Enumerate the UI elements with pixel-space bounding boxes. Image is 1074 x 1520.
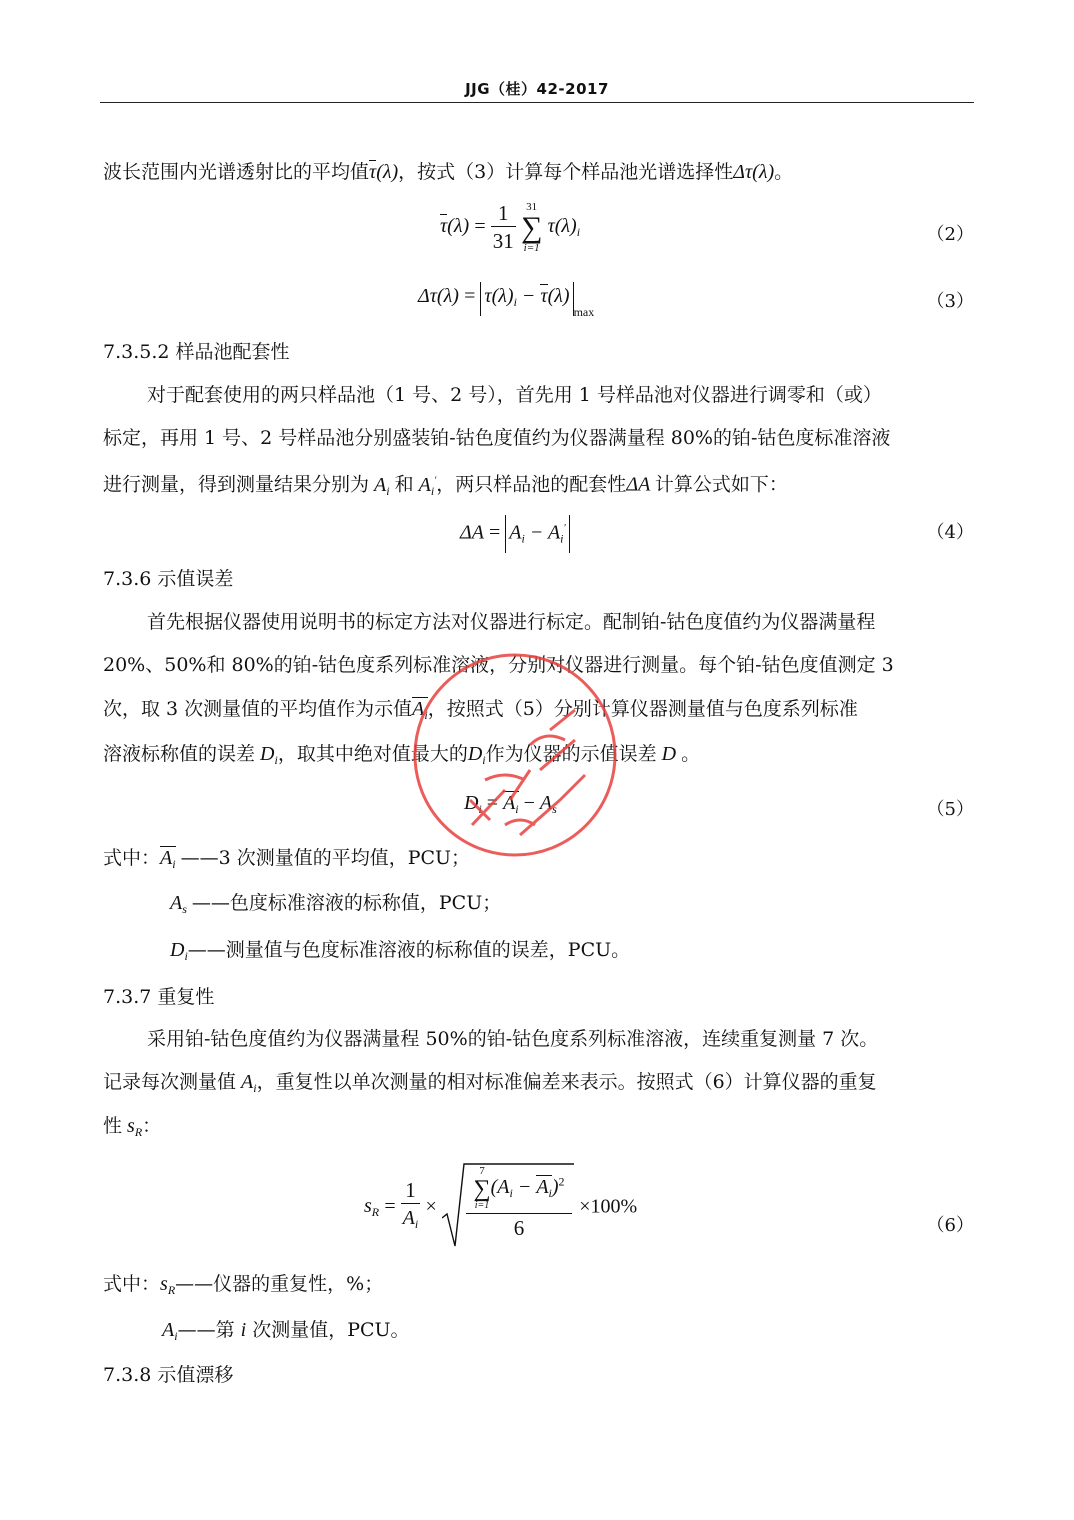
square-root: 7 ∑ i=1 $(A_i - A_i)^2$ 6: [442, 1162, 574, 1252]
paragraph-line: 首先根据仪器使用说明书的标定方法对仪器进行标定。配制铂-钴色度值约为仪器满量程: [147, 611, 876, 633]
tau-bar-symbol: τ(λ): [369, 161, 399, 183]
paragraph-line: 采用铂-钴色度值约为仪器满量程 50%的铂-钴色度系列标准溶液，连续重复测量 7 次。: [147, 1028, 879, 1050]
equation-3-number: （3）: [926, 291, 974, 312]
legend-line: $D_i——$测量值与色度标准溶液的标称值的误差，PCU。: [170, 939, 631, 963]
equation-6-number: （6）: [926, 1215, 974, 1236]
paragraph-line: 对于配套使用的两只样品池（1 号、2 号），首先用 1 号样品池对仪器进行调零和（或）: [147, 384, 882, 406]
document-header: JJG（桂）42-2017: [465, 80, 609, 98]
summation-sign: 31 ∑ i=1: [520, 200, 543, 254]
equation-6: $s_R$ = $\frac{1}{A_i}$ × 7 ∑ i=1 $(A_i - A_i)^2$ 6 ×100%: [364, 1162, 637, 1254]
section-7-3-5-2-heading: 7.3.5.2 样品池配套性: [103, 341, 290, 363]
delta-tau-symbol: Δτ(λ): [733, 161, 775, 183]
section-7-3-7-heading: 7.3.7 重复性: [103, 986, 215, 1008]
header-rule: [100, 102, 974, 103]
equation-5: $D_i = A_i - A_s$: [464, 790, 557, 819]
paragraph-line: 进行测量，得到测量结果分别为 $A_i$ 和 $A_i'$，两只样品池的配套性ΔA 计算公式如下：: [103, 473, 788, 498]
paragraph-line: 次，取 3 次测量值的平均值作为示值$A_i$，按照式（5）分别计算仪器测量值与色度系列标准: [103, 697, 858, 725]
equation-4-number: （4）: [926, 522, 974, 543]
equation-3: $\Delta\tau(\lambda) = \tau(\lambda)_i - \tau(\lambda)_{max}$: [418, 282, 594, 320]
paragraph-line: 溶液标称值的误差 $D_i$，取其中绝对值最大的$D_i$作为仪器的示值误差 D 。: [103, 743, 701, 767]
section-7-3-6-heading: 7.3.6 示值误差: [103, 568, 234, 590]
section-7-3-8-heading: 7.3.8 示值漂移: [103, 1364, 234, 1386]
paragraph-line: 性 $s_R$：: [103, 1115, 162, 1139]
paragraph-line: 标定，再用 1 号、2 号样品池分别盛装铂-钴色度值约为仪器满量程 80%的铂-钴色度标准溶液: [103, 427, 891, 449]
legend-line: 式中：$A_i$ ——3 次测量值的平均值，PCU；: [103, 846, 470, 874]
equation-4: $\Delta A = A_i - A_i'$: [460, 515, 570, 553]
paragraph-line: 20%、50%和 80%的铂-钴色度系列标准溶液，分别对仪器进行测量。每个铂-钴色度值测定 3: [103, 654, 894, 676]
legend-line: $A_i——$第 i 次测量值，PCU。: [162, 1319, 410, 1343]
legend-line: 式中：$s_R——$仪器的重复性，%；: [103, 1273, 384, 1297]
equation-2-number: （2）: [926, 224, 974, 245]
equation-2: τ(λ) = $\frac{1}{31}$ 31 ∑ i=1 $\tau(\lambda)_i$: [440, 200, 581, 254]
equation-5-number: （5）: [926, 799, 974, 820]
legend-line: $A_s$ ——色度标准溶液的标称值，PCU；: [170, 892, 502, 916]
intro-paragraph: 波长范围内光谱透射比的平均值τ(λ)，按式（3）计算每个样品池光谱选择性Δτ(λ)。: [103, 161, 794, 183]
paragraph-line: 记录每次测量值 $A_i$，重复性以单次测量的相对标准偏差来表示。按照式（6）计算仪器的重复: [103, 1071, 877, 1095]
